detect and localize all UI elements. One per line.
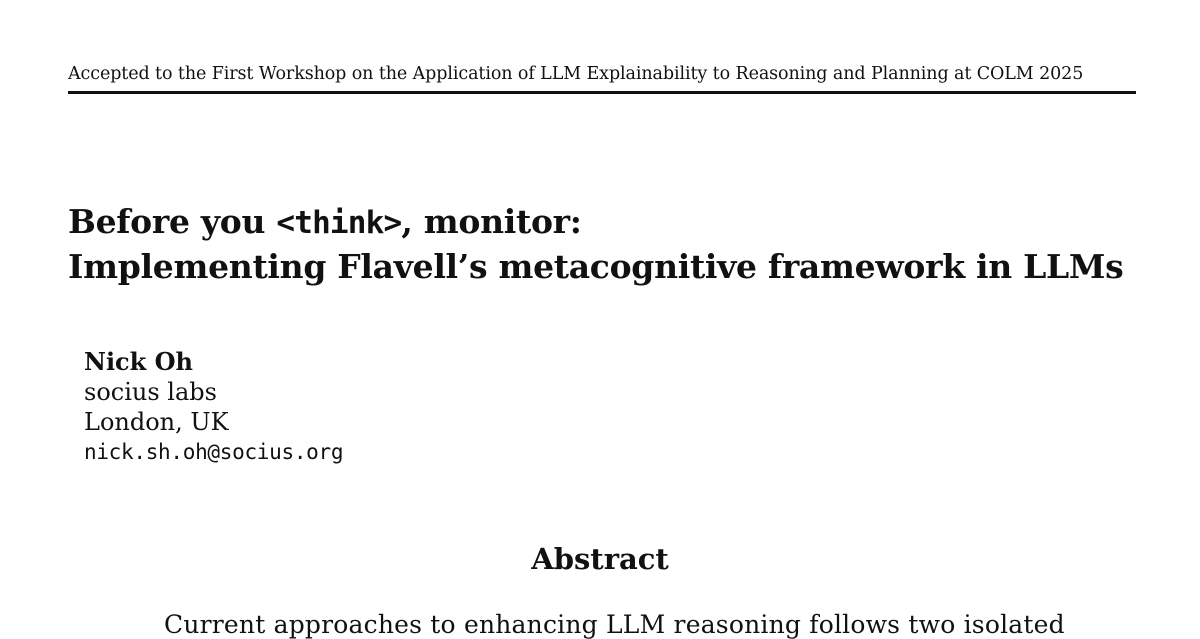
header-rule (68, 91, 1136, 94)
paper-title (68, 200, 1123, 289)
title-line1-suffix: , monitor: (401, 202, 582, 241)
author-location: London, UK (84, 408, 229, 436)
author-email[interactable]: nick.sh.oh@socius.org (84, 440, 344, 464)
author-affiliation: socius labs (84, 378, 217, 406)
title-line2: Implementing Flavell’s metacognitive framework in LLMs (68, 247, 1124, 286)
abstract-text: Current approaches to enhancing LLM reasoning follows two isolated (164, 610, 1065, 639)
author-name: Nick Oh (84, 347, 194, 376)
title-think-tag: <think> (276, 205, 402, 241)
author-block (84, 347, 343, 467)
title-line1-prefix: Before you (68, 202, 277, 241)
conference-note: Accepted to the First Workshop on the Application of LLM Explainability to Reasoning and Planning at COLM 2025 (68, 64, 1084, 84)
abstract-heading: Abstract (531, 542, 669, 576)
